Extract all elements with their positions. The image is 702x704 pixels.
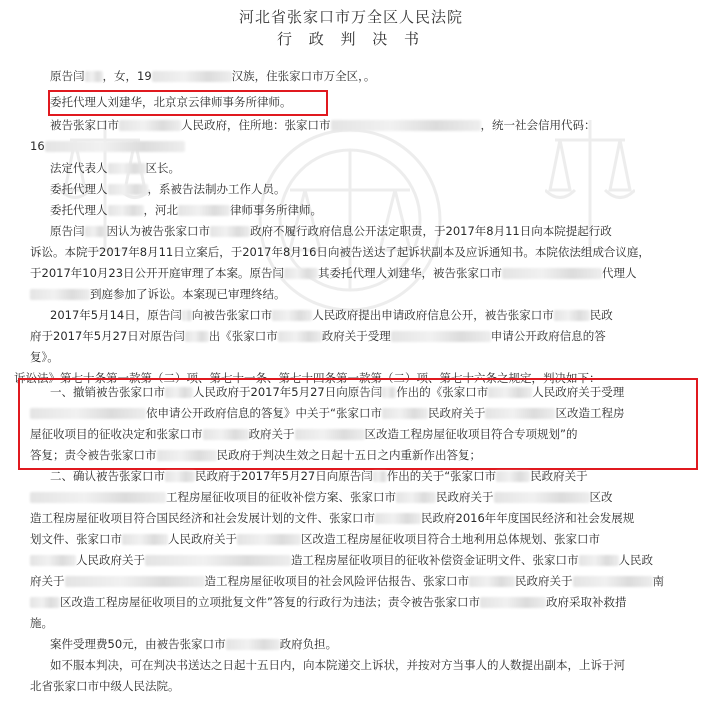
appeal-line: 北省张家口市中级人民法院。	[30, 679, 180, 693]
redaction	[469, 576, 515, 587]
redaction	[579, 555, 619, 566]
judgment-item-2-line: 造工程房屋征收项目符合国民经济和社会发展计划的文件、张家口市 民政府2016年年度国民经济和社会发展规	[30, 511, 635, 525]
redaction	[396, 492, 436, 503]
facts-line: 原告闫 因认为被告张家口市 政府不履行政府信息公开法定职责，于2017年8月11日向本院提起行政	[50, 224, 612, 238]
judgment-item-2-line: 区改造工程房屋征收项目的立项批复文件”答复的行政行为违法；责令被告张家口市 政府采取补救措	[30, 592, 626, 612]
redaction	[494, 492, 590, 503]
legal-rep-line: 法定代表人 区长。	[50, 161, 180, 175]
judgment-item-1-line: 依申请公开政府信息的答复》中关于“张家口市 民政府关于 区改造工程房	[30, 403, 624, 423]
judgment-item-2-line: 施。	[30, 616, 53, 630]
redaction	[502, 268, 602, 279]
redaction	[382, 387, 396, 398]
redaction	[108, 163, 146, 174]
judgment-item-2-line: 工程房屋征收项目的征收补偿方案、张家口市 民政府关于 区改	[30, 487, 613, 507]
redaction	[203, 429, 249, 440]
redaction	[382, 408, 428, 419]
redaction	[284, 268, 318, 279]
redaction	[485, 408, 555, 419]
redaction	[45, 141, 185, 152]
redaction	[480, 597, 546, 608]
redaction	[30, 555, 76, 566]
document-type: 行 政 判 决 书	[276, 30, 426, 48]
redaction	[182, 310, 192, 321]
redaction	[178, 205, 230, 216]
redaction	[108, 184, 148, 195]
defendant-line: 被告张家口市 人民政府，住所地：张家口市 ，统一社会信用代码：	[50, 118, 596, 132]
facts-line: 到庭参加了诉讼。本案现已审理终结。	[30, 284, 286, 304]
redaction	[30, 289, 90, 300]
redaction	[165, 387, 193, 398]
judgment-item-2-line: 二、确认被告张家口市 民政府于2017年5月27日向原告闫 作出的关于“张家口市 民政府关于	[50, 469, 588, 483]
redaction	[185, 331, 209, 342]
redaction	[331, 120, 481, 131]
judgment-item-2-line: 划文件、张家口市 人民政府关于 区改造工程房屋征收项目符合土地利用总体规划、张家口市	[30, 532, 600, 546]
redaction	[65, 576, 205, 587]
facts-line: 府于2017年5月27日对原告闫 出《张家口市 政府关于受理 申请公开政府信息的答	[30, 329, 606, 343]
redaction	[119, 120, 181, 131]
agent-2-line: 委托代理人 ，河北 律师事务所律师。	[50, 203, 322, 217]
redaction	[85, 226, 107, 237]
credit-code-line: 16	[30, 136, 185, 156]
redaction	[237, 534, 301, 545]
redaction	[573, 576, 653, 587]
redaction	[496, 471, 530, 482]
redaction	[30, 408, 146, 419]
court-fee-line: 案件受理费50元，由被告张家口市 政府负担。	[50, 637, 338, 651]
redaction	[488, 387, 532, 398]
judgment-item-1-line: 一、撤销被告张家口市 人民政府于2017年5月27日向原告闫 作出的《张家口市 人民政府关于受理	[50, 385, 625, 399]
redaction	[210, 226, 250, 237]
judgment-item-2-line: 人民政府关于 造工程房屋征收项目的征收补偿资金证明文件、张家口市 人民政	[30, 550, 653, 570]
facts-line: 诉讼。本院于2017年8月11日立案后，于2017年8月16日向被告送达了起诉状副本及应诉通知书。本院依法组成合议庭，	[30, 245, 650, 259]
agent-1-line: 委托代理人 ，系被告法制办工作人员。	[50, 182, 286, 196]
redaction	[157, 450, 217, 461]
redaction	[152, 71, 232, 82]
judgment-item-2-line: 府关于 造工程房屋征收项目的社会风险评估报告、张家口市 民政府关于 南	[30, 574, 664, 588]
redaction	[295, 429, 365, 440]
facts-line: 2017年5月14日，原告闫 向被告张家口市 人民政府提出申请政府信息公开，被告张家口市 民政	[50, 308, 613, 322]
redaction	[373, 471, 387, 482]
redaction	[30, 597, 60, 608]
judgment-item-1-line: 屋征收项目的征收决定和张家口市 政府关于 区改造工程房屋征收项目符合专项规划”的	[30, 427, 578, 441]
judgment-item-1-line: 答复；责令被告张家口市 民政府于判决生效之日起十五日之内重新作出答复；	[30, 448, 481, 462]
redaction	[375, 513, 421, 524]
redaction	[85, 71, 103, 82]
law-basis-line: 诉讼法》第七十条第一款第（二）项、第七十一条、第七十四条第一款第（二）项、第七十六条之规定，判决如下：	[14, 371, 601, 385]
redaction	[165, 471, 195, 482]
redaction	[226, 639, 280, 650]
court-name: 河北省张家口市万全区人民法院	[238, 8, 463, 26]
redaction	[30, 492, 166, 503]
redaction	[122, 534, 168, 545]
plaintiff-agent-line: 委托代理人刘建华，北京京云律师事务所律师。	[50, 95, 292, 109]
facts-line: 于2017年10月23日公开开庭审理了本案。原告闫 其委托代理人刘建华，被告张家口市 代理人	[30, 266, 637, 280]
facts-line: 复》。	[30, 350, 59, 364]
plaintiff-line: 原告闫 ，女，19 汉族，住张家口市万全区，。	[50, 69, 376, 83]
redaction	[272, 310, 312, 321]
redaction	[108, 205, 144, 216]
redaction	[391, 331, 491, 342]
redaction	[554, 310, 590, 321]
redaction	[278, 331, 322, 342]
appeal-line: 如不服本判决，可在判决书送达之日起十五日内，向本院递交上诉状，并按对方当事人的人数提出副本，上诉于河	[50, 658, 625, 672]
redaction	[145, 555, 291, 566]
